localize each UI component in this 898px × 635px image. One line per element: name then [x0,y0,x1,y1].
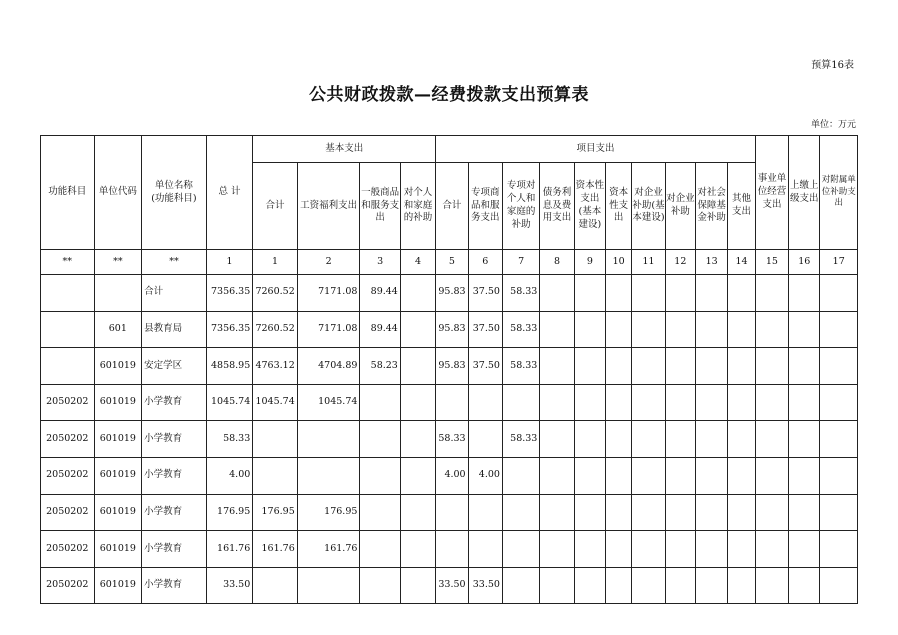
amount-cell: 95.83 [436,348,468,385]
amount-cell [820,384,858,421]
budget-table [40,135,858,604]
form-number: 预算16表 [811,60,854,71]
amount-cell [360,567,400,604]
header-proj-goods: 专项商品和服务支出 [468,163,502,250]
amount-cell [696,311,728,348]
amount-cell: 58.33 [436,421,468,458]
header-proj-debt: 债务利息及费用支出 [540,163,574,250]
table-row [41,348,858,385]
func-code-cell: 2050202 [41,531,95,568]
amount-cell [789,531,820,568]
amount-cell [297,421,360,458]
amount-cell [606,531,632,568]
amount-cell: 37.50 [468,348,502,385]
unit-code-cell: 601 [94,311,142,348]
amount-cell [468,421,502,458]
amount-cell [820,457,858,494]
unit-code-cell: 601019 [94,348,142,385]
index-cell: 16 [789,250,820,275]
header-basic-goods: 一般商品和服务支出 [360,163,400,250]
amount-cell: 161.76 [206,531,253,568]
table-row [41,457,858,494]
amount-cell [574,531,605,568]
unit-name-cell: 安定学区 [142,348,207,385]
unit-code-cell [94,275,142,312]
table-row [41,531,858,568]
amount-cell: 4704.89 [297,348,360,385]
index-cell: 17 [820,250,858,275]
amount-cell [789,384,820,421]
amount-cell [728,275,755,312]
amount-cell [253,567,297,604]
index-cell: 9 [574,250,605,275]
amount-cell: 89.44 [360,275,400,312]
amount-cell [789,348,820,385]
amount-cell: 33.50 [436,567,468,604]
amount-cell [728,494,755,531]
amount-cell [755,348,788,385]
header-unit-name [142,136,207,250]
amount-cell [606,275,632,312]
amount-cell: 37.50 [468,311,502,348]
amount-cell [665,421,695,458]
amount-cell [632,311,665,348]
amount-cell [820,348,858,385]
header-proj-personal: 专项对个人和家庭的补助 [502,163,539,250]
amount-cell [696,421,728,458]
amount-cell [360,421,400,458]
amount-cell [400,311,435,348]
table-row [41,567,858,604]
amount-cell [632,457,665,494]
amount-cell [400,457,435,494]
unit-name-cell: 小学教育 [142,494,207,531]
amount-cell [820,421,858,458]
header-basic-personal: 对个人和家庭的补助 [400,163,435,250]
index-cell: 15 [755,250,788,275]
unit-name-cell: 小学教育 [142,457,207,494]
amount-cell [574,494,605,531]
amount-cell [755,494,788,531]
amount-cell: 58.33 [502,348,539,385]
table-row [41,384,858,421]
amount-cell [540,384,574,421]
index-cell: 10 [606,250,632,275]
index-cell: 1 [253,250,297,275]
func-code-cell: 2050202 [41,421,95,458]
amount-cell [789,275,820,312]
index-cell: 1 [206,250,253,275]
amount-cell [574,421,605,458]
amount-cell [606,311,632,348]
amount-cell [728,457,755,494]
index-cell: 4 [400,250,435,275]
func-code-cell: 2050202 [41,494,95,531]
amount-cell [400,421,435,458]
unit-code-cell: 601019 [94,531,142,568]
index-cell: ** [94,250,142,275]
amount-cell: 4763.12 [253,348,297,385]
index-row [41,250,858,275]
header-basic-salary: 工资福利支出 [297,163,360,250]
unit-code-cell: 601019 [94,494,142,531]
amount-cell [502,531,539,568]
amount-cell: 4858.95 [206,348,253,385]
amount-cell [755,384,788,421]
amount-cell [360,494,400,531]
amount-cell [755,421,788,458]
amount-cell [728,567,755,604]
amount-cell [755,275,788,312]
header-affiliated: 对附属单位补助支出 [820,136,858,250]
amount-cell: 58.33 [502,311,539,348]
amount-cell [696,531,728,568]
func-code-cell: 2050202 [41,457,95,494]
amount-cell [696,275,728,312]
amount-cell [696,457,728,494]
amount-cell [696,384,728,421]
unit-label: 单位：万元 [810,120,856,130]
amount-cell: 1045.74 [297,384,360,421]
index-cell: 5 [436,250,468,275]
unit-code-cell: 601019 [94,457,142,494]
amount-cell: 58.33 [502,421,539,458]
amount-cell [665,567,695,604]
amount-cell [574,348,605,385]
amount-cell [400,567,435,604]
amount-cell [789,421,820,458]
unit-code-cell: 601019 [94,567,142,604]
amount-cell [755,457,788,494]
amount-cell [665,348,695,385]
header-project-group: 项目支出 [436,136,756,163]
header-proj-ent-infra: 对企业补助(基本建设) [632,163,665,250]
amount-cell [574,311,605,348]
amount-cell [755,567,788,604]
amount-cell [400,275,435,312]
table-row [41,494,858,531]
header-unit-name-line1: 单位名称 [154,179,193,191]
amount-cell [820,531,858,568]
func-code-cell [41,348,95,385]
amount-cell [606,457,632,494]
amount-cell [665,384,695,421]
amount-cell [665,494,695,531]
amount-cell [820,311,858,348]
amount-cell [789,494,820,531]
index-cell: 6 [468,250,502,275]
amount-cell [728,421,755,458]
unit-name-cell: 合计 [142,275,207,312]
amount-cell: 176.95 [297,494,360,531]
amount-cell: 7171.08 [297,311,360,348]
amount-cell [755,531,788,568]
amount-cell [728,348,755,385]
amount-cell [789,311,820,348]
amount-cell [360,531,400,568]
amount-cell [540,311,574,348]
amount-cell [574,567,605,604]
amount-cell [297,457,360,494]
amount-cell [360,384,400,421]
amount-cell [540,457,574,494]
amount-cell [502,457,539,494]
amount-cell [436,384,468,421]
amount-cell [468,384,502,421]
header-business: 事业单位经营支出 [755,136,788,250]
amount-cell [540,567,574,604]
unit-name-cell: 小学教育 [142,567,207,604]
amount-cell [606,384,632,421]
amount-cell [665,531,695,568]
amount-cell [540,275,574,312]
amount-cell [696,348,728,385]
amount-cell: 7356.35 [206,311,253,348]
amount-cell [574,457,605,494]
unit-name-cell: 县教育局 [142,311,207,348]
amount-cell: 37.50 [468,275,502,312]
amount-cell [253,421,297,458]
amount-cell: 7171.08 [297,275,360,312]
amount-cell: 7356.35 [206,275,253,312]
amount-cell [540,421,574,458]
func-code-cell [41,275,95,312]
header-proj-capital: 资本性支出 [606,163,632,250]
header-proj-capital-infra: 资本性支出(基本建设) [574,163,605,250]
amount-cell [789,567,820,604]
table-row [41,421,858,458]
unit-name-cell: 小学教育 [142,531,207,568]
amount-cell [253,457,297,494]
amount-cell [400,494,435,531]
amount-cell [540,494,574,531]
amount-cell [436,531,468,568]
index-cell: 11 [632,250,665,275]
amount-cell [632,384,665,421]
amount-cell: 58.33 [502,275,539,312]
unit-name-cell: 小学教育 [142,384,207,421]
amount-cell: 176.95 [253,494,297,531]
amount-cell [297,567,360,604]
header-unit-code: 单位代码 [94,136,142,250]
amount-cell [632,348,665,385]
amount-cell: 33.50 [206,567,253,604]
amount-cell: 161.76 [297,531,360,568]
amount-cell [502,494,539,531]
table-row [41,275,858,312]
amount-cell: 161.76 [253,531,297,568]
amount-cell [728,311,755,348]
amount-cell: 4.00 [468,457,502,494]
table-row [41,311,858,348]
amount-cell [502,384,539,421]
amount-cell [632,275,665,312]
amount-cell [502,567,539,604]
amount-cell [696,494,728,531]
amount-cell [574,384,605,421]
header-proj-enterprise: 对企业补助 [665,163,695,250]
amount-cell [540,531,574,568]
func-code-cell [41,311,95,348]
amount-cell: 58.33 [206,421,253,458]
func-code-cell: 2050202 [41,567,95,604]
header-proj-subtotal: 合计 [436,163,468,250]
amount-cell [400,384,435,421]
amount-cell [728,384,755,421]
amount-cell [820,494,858,531]
unit-code-cell: 601019 [94,384,142,421]
amount-cell: 95.83 [436,311,468,348]
header-func-code: 功能科目 [41,136,95,250]
index-cell: ** [41,250,95,275]
page-title: 公共财政拨款—经费拨款支出预算表 [309,85,589,105]
amount-cell [400,531,435,568]
amount-cell [468,494,502,531]
index-cell: 14 [728,250,755,275]
amount-cell [665,275,695,312]
table-body [41,250,858,604]
index-cell: 13 [696,250,728,275]
amount-cell [468,531,502,568]
amount-cell [574,275,605,312]
header-proj-social: 对社会保障基金补助 [696,163,728,250]
index-cell: 12 [665,250,695,275]
amount-cell [755,311,788,348]
amount-cell [632,567,665,604]
header-unit-name-line2: (功能科目) [151,192,197,204]
amount-cell: 4.00 [436,457,468,494]
amount-cell [436,494,468,531]
unit-code-cell: 601019 [94,421,142,458]
header-total: 总 计 [206,136,253,250]
amount-cell [789,457,820,494]
amount-cell: 33.50 [468,567,502,604]
amount-cell: 95.83 [436,275,468,312]
amount-cell [632,494,665,531]
amount-cell: 7260.52 [253,311,297,348]
header-upper: 上缴上级支出 [789,136,820,250]
amount-cell [820,275,858,312]
index-cell: 7 [502,250,539,275]
index-cell: 8 [540,250,574,275]
amount-cell: 4.00 [206,457,253,494]
amount-cell [665,457,695,494]
amount-cell: 1045.74 [206,384,253,421]
amount-cell [400,348,435,385]
amount-cell [632,421,665,458]
amount-cell [606,421,632,458]
amount-cell [606,567,632,604]
index-cell: ** [142,250,207,275]
amount-cell [820,567,858,604]
header-basic-group: 基本支出 [253,136,436,163]
amount-cell [540,348,574,385]
unit-name-cell: 小学教育 [142,421,207,458]
index-cell: 2 [297,250,360,275]
amount-cell: 89.44 [360,311,400,348]
amount-cell [665,311,695,348]
amount-cell: 58.23 [360,348,400,385]
amount-cell: 176.95 [206,494,253,531]
amount-cell [696,567,728,604]
amount-cell [606,348,632,385]
header-basic-subtotal: 合计 [253,163,297,250]
amount-cell: 1045.74 [253,384,297,421]
amount-cell [728,531,755,568]
amount-cell [606,494,632,531]
amount-cell [360,457,400,494]
header-proj-other: 其他支出 [728,163,755,250]
func-code-cell: 2050202 [41,384,95,421]
amount-cell: 7260.52 [253,275,297,312]
index-cell: 3 [360,250,400,275]
amount-cell [632,531,665,568]
